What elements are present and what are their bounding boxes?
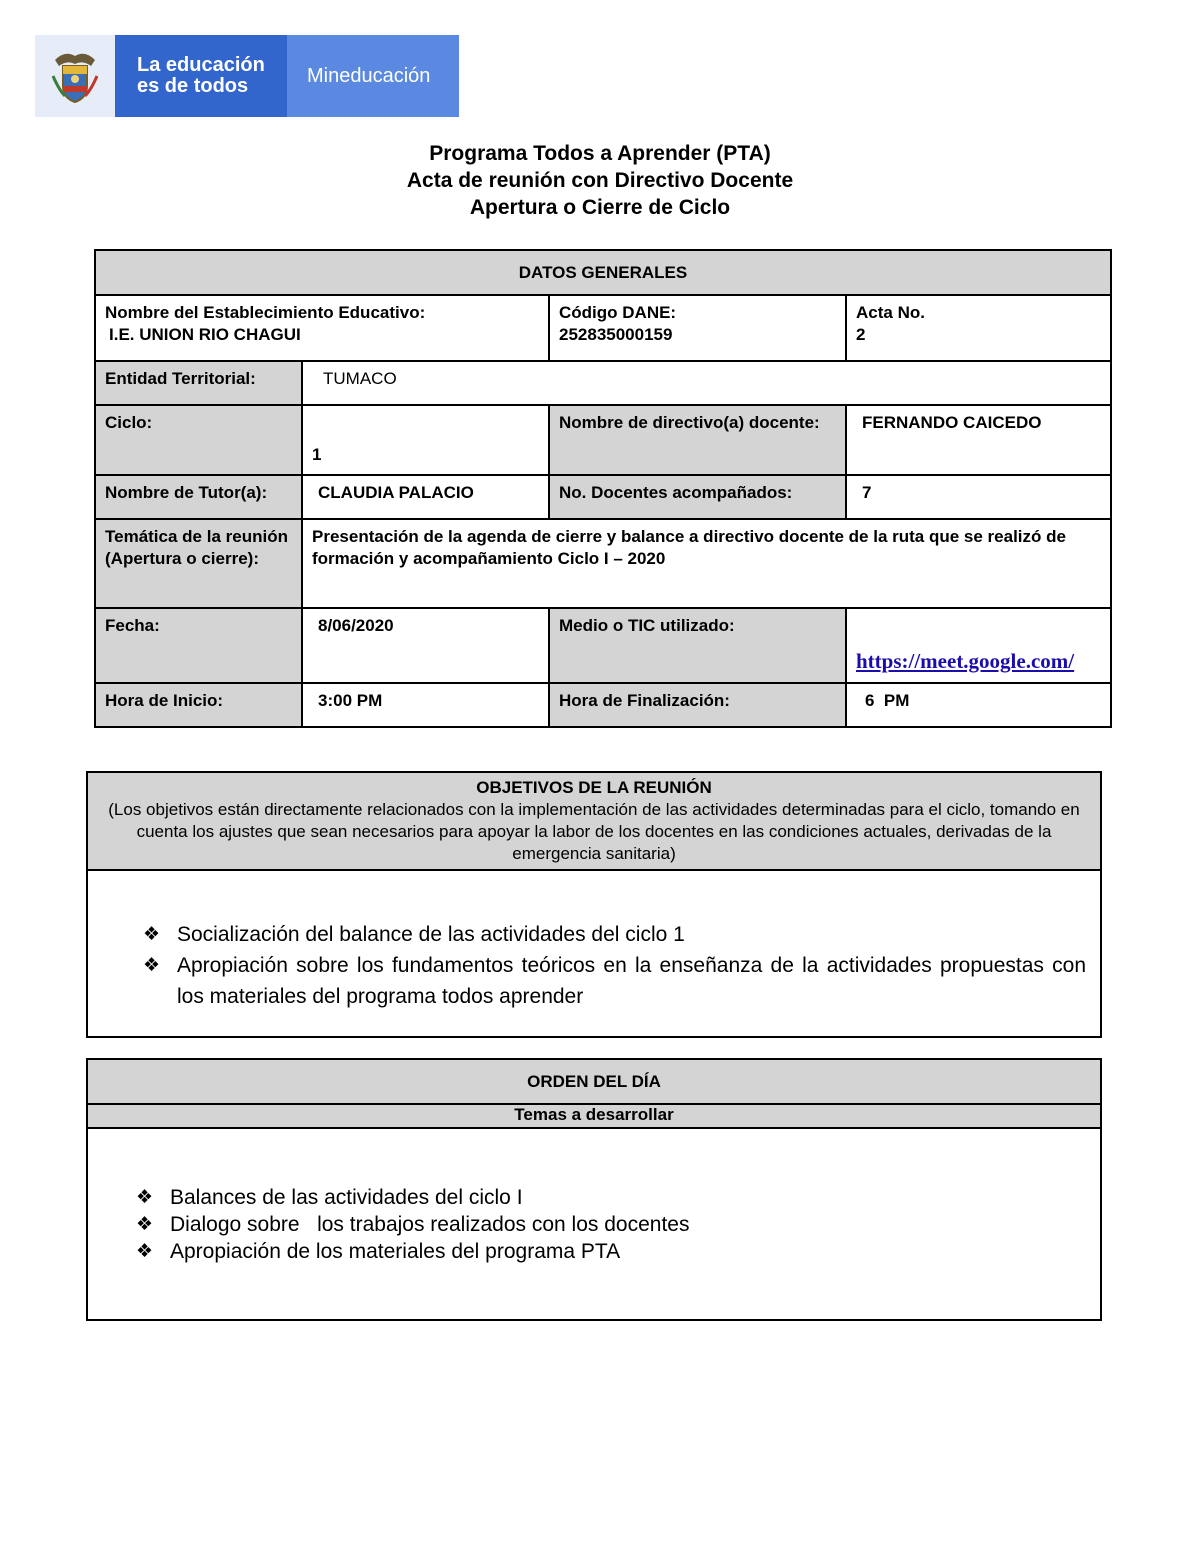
logo-slogan-line1: La educación	[137, 54, 265, 76]
medio-label: Medio o TIC utilizado:	[549, 608, 846, 683]
tema-2: Dialogo sobre los trabajos realizados con los docentes	[170, 1213, 690, 1236]
directivo-value: FERNANDO CAICEDO	[846, 405, 1111, 475]
list-item	[143, 919, 1086, 950]
diamond-bullet-icon: ❖	[143, 924, 161, 945]
objetivos-table	[86, 771, 1102, 1038]
objetivos-title: OBJETIVOS DE LA REUNIÓN	[476, 778, 712, 797]
list-item	[136, 1238, 1086, 1265]
ciclo-label: Ciclo:	[95, 405, 302, 475]
inicio-value: 3:00 PM	[302, 683, 549, 727]
dane-value: 252835000159	[559, 325, 673, 344]
diamond-bullet-icon: ❖	[136, 1241, 154, 1262]
tema-3: Apropiación de los materiales del programa PTA	[170, 1240, 621, 1263]
orden-list	[136, 1184, 1086, 1265]
acta-value: 2	[856, 325, 866, 344]
establecimiento-value: I.E. UNION RIO CHAGUI	[109, 325, 301, 344]
title-line2: Acta de reunión con Directivo Docente	[406, 169, 794, 192]
diamond-bullet-icon: ❖	[143, 955, 161, 976]
entidad-value-text: TUMACO	[323, 369, 397, 388]
list-item	[143, 950, 1086, 1012]
document-title	[0, 140, 1200, 221]
diamond-bullet-icon: ❖	[136, 1214, 154, 1235]
tematica-value: Presentación de la agenda de cierre y balance a directivo docente de la ruta que se realizó de formación y acompañamiento Ciclo I – 2020	[302, 519, 1111, 608]
meet-link[interactable]: https://meet.google.com/	[856, 649, 1075, 673]
ciclo-value: 1	[302, 405, 549, 475]
directivo-label: Nombre de directivo(a) docente:	[549, 405, 846, 475]
objetivos-list	[143, 919, 1086, 1012]
orden-body	[87, 1128, 1101, 1320]
title-line1: Programa Todos a Aprender (PTA)	[429, 142, 771, 165]
diamond-bullet-icon: ❖	[136, 1187, 154, 1208]
tema-1: Balances de las actividades del ciclo I	[170, 1186, 523, 1209]
dane-label: Código DANE:	[559, 303, 677, 322]
orden-del-dia-table	[86, 1058, 1102, 1321]
orden-header: ORDEN DEL DÍA	[87, 1059, 1101, 1104]
establecimiento-label: Nombre del Establecimiento Educativo:	[105, 303, 426, 322]
logo-slogan-line2: es de todos	[137, 75, 249, 97]
objetivos-note: (Los objetivos están directamente relacionados con la implementación de las actividades determinadas para el ciclo, tomando en cuenta los ajustes que sean necesarios para apoyar la labor de los docentes en las condiciones actuales, derivadas de la emergencia sanitaria)	[108, 800, 1080, 863]
datos-generales-header: DATOS GENERALES	[95, 250, 1111, 295]
coat-of-arms-icon	[35, 35, 115, 117]
tematica-label: Temática de la reunión (Apertura o cierre):	[95, 519, 302, 608]
title-line3: Apertura o Cierre de Ciclo	[469, 196, 731, 219]
docentes-label: No. Docentes acompañados:	[549, 475, 846, 519]
fecha-label: Fecha:	[95, 608, 302, 683]
entidad-label: Entidad Territorial:	[95, 361, 302, 405]
list-item	[136, 1211, 1086, 1238]
objetivos-body	[87, 870, 1101, 1037]
mineducacion-logo	[35, 35, 459, 117]
objetivos-header	[87, 772, 1101, 870]
fin-label: Hora de Finalización:	[549, 683, 846, 727]
entidad-value	[302, 361, 1111, 405]
logo-brand: Mineducación	[287, 35, 459, 117]
objetivo-1: Socialización del balance de las actividades del ciclo 1	[177, 923, 685, 946]
inicio-label: Hora de Inicio:	[95, 683, 302, 727]
acta-cell	[846, 295, 1111, 361]
fin-value: 6 PM	[846, 683, 1111, 727]
tutor-value: CLAUDIA PALACIO	[302, 475, 549, 519]
acta-label: Acta No.	[856, 303, 925, 322]
docentes-value: 7	[846, 475, 1111, 519]
list-item	[136, 1184, 1086, 1211]
establecimiento-cell	[95, 295, 549, 361]
fecha-value: 8/06/2020	[302, 608, 549, 683]
tutor-label: Nombre de Tutor(a):	[95, 475, 302, 519]
logo-slogan	[115, 35, 287, 117]
orden-subheader: Temas a desarrollar	[87, 1104, 1101, 1128]
dane-cell	[549, 295, 846, 361]
datos-generales-table	[94, 249, 1112, 728]
medio-cell	[846, 608, 1111, 683]
objetivo-2: Apropiación sobre los fundamentos teóricos en la enseñanza de la actividades propuestas con los materiales del programa todos aprender	[177, 954, 1086, 1008]
